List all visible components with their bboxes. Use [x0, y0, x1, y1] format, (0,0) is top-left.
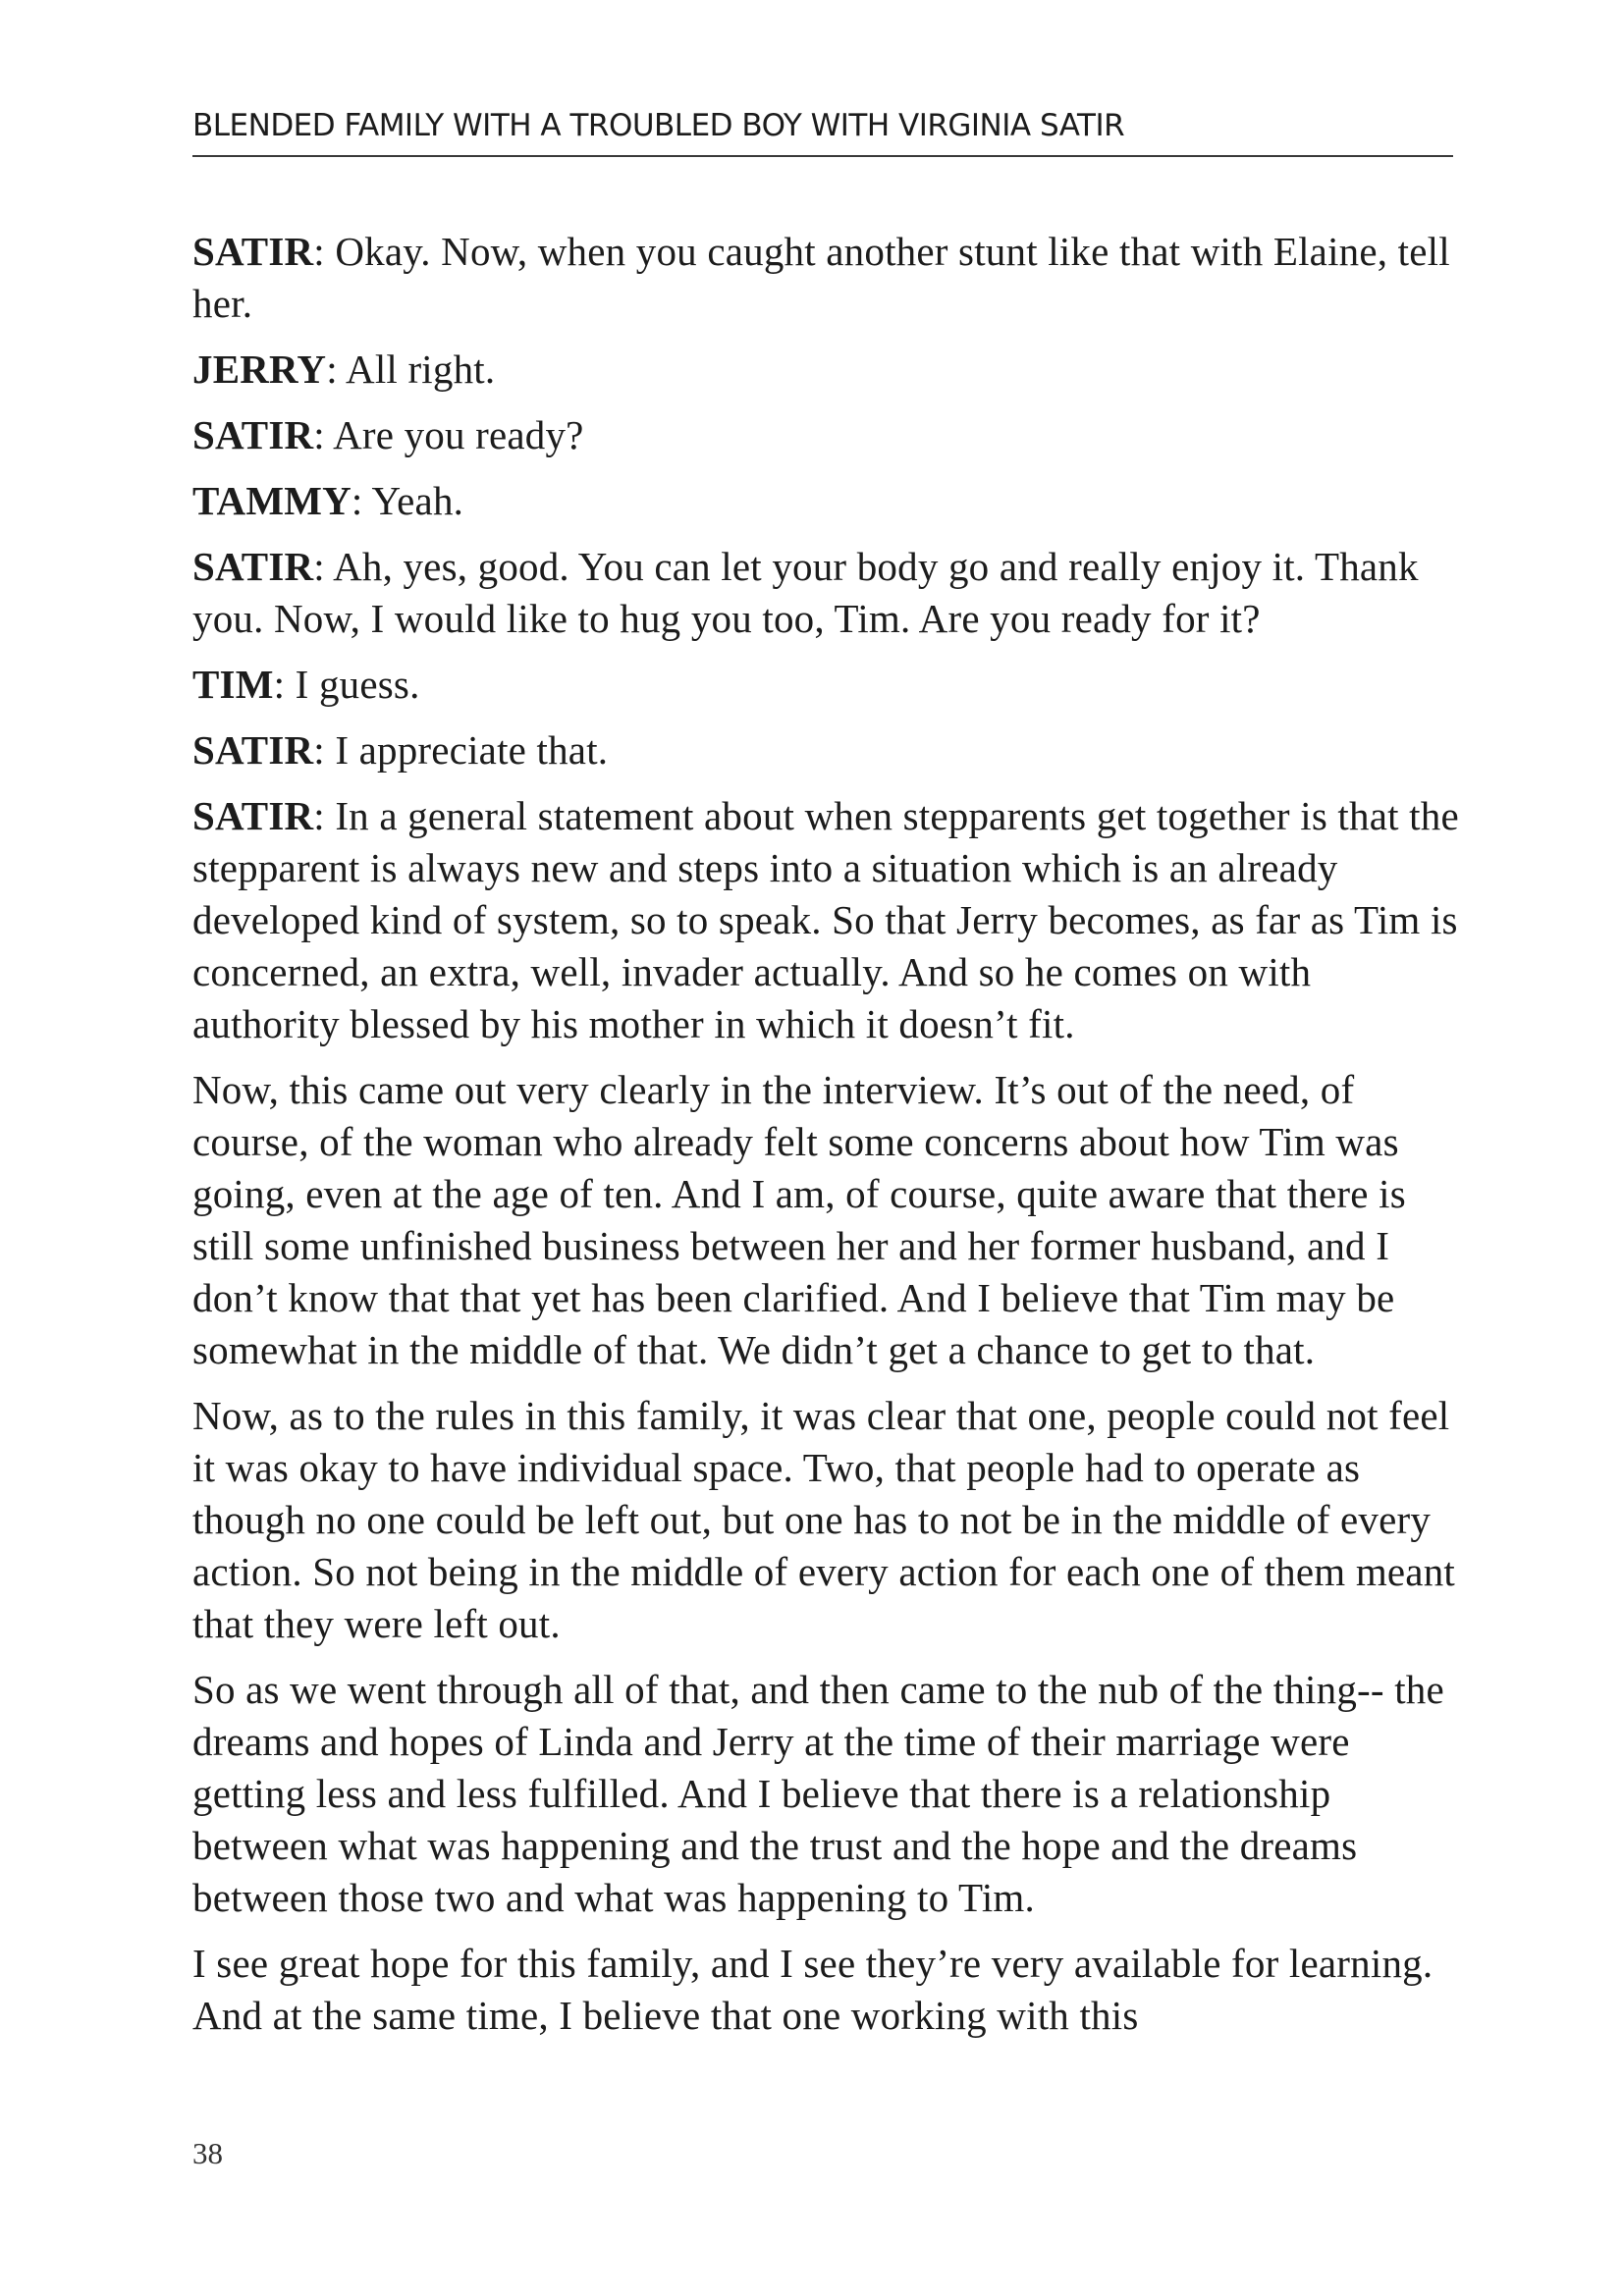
transcript-paragraph — [192, 409, 1459, 461]
speaker-separator: : — [313, 544, 334, 589]
paragraph-text: Ah, yes, good. You can let your body go and really enjoy it. Thank you. Now, I would like to hug you too, Tim. Are you ready for it? — [192, 544, 1419, 641]
commentary-paragraph — [192, 1664, 1459, 1924]
speaker-name: SATIR — [192, 793, 314, 838]
commentary-paragraph — [192, 1390, 1459, 1650]
speaker-separator: : — [273, 662, 296, 707]
transcript-paragraph — [192, 475, 1459, 527]
speaker-separator: : — [351, 478, 372, 523]
transcript-paragraph — [192, 344, 1459, 396]
commentary-paragraph — [192, 1938, 1459, 2042]
speaker-separator: : — [313, 412, 334, 457]
running-header: BLENDED FAMILY WITH A TROUBLED BOY WITH VIRGINIA SATIR — [192, 106, 1453, 157]
speaker-separator: : — [313, 793, 336, 838]
paragraph-text: I appreciate that. — [335, 727, 609, 773]
transcript-paragraph — [192, 790, 1459, 1050]
paragraph-text: I guess. — [295, 662, 420, 707]
speaker-separator: : — [313, 229, 336, 274]
paragraph-text: So as we went through all of that, and then came to the nub of the thing-- the dreams and hopes of Linda and Jerry at the time of their marriage were getting less and less fulfilled. And I believe that there is a relationship between what was happening and the trust and the hope and the dreams between those two and what was happening to Tim. — [192, 1667, 1444, 1920]
transcript-paragraph — [192, 541, 1459, 645]
speaker-name: SATIR — [192, 544, 314, 589]
speaker-name: JERRY — [192, 347, 327, 392]
page-number: 38 — [192, 2136, 223, 2170]
paragraph-text: Okay. Now, when you caught another stunt like that with Elaine, tell her. — [192, 229, 1450, 326]
paragraph-text: I see great hope for this family, and I see they’re very available for learning. And at the same time, I believe that one working with this — [192, 1941, 1434, 2038]
transcript-body — [192, 226, 1459, 2056]
commentary-paragraph — [192, 1064, 1459, 1376]
paragraph-text: Are you ready? — [333, 412, 584, 457]
speaker-name: SATIR — [192, 727, 314, 773]
speaker-separator: : — [313, 727, 336, 773]
speaker-name: TAMMY — [192, 478, 352, 523]
paragraph-text: Now, as to the rules in this family, it was clear that one, people could not feel it was okay to have individual space. Two, that people had to operate as though no one could be left out, but one has to not be in the middle of every action. So not being in the middle of every action for each one of them meant that they were left out. — [192, 1393, 1455, 1646]
speaker-separator: : — [326, 347, 347, 392]
paragraph-text: Now, this came out very clearly in the interview. It’s out of the need, of course, of the woman who already felt some concerns about how Tim was going, even at the age of ten. And I am, of course, quite aware that there is still some unfinished business between her and her former husband, and I don’t know that that yet has been clarified. And I believe that Tim may be somewhat in the middle of that. We didn’t get a chance to get to that. — [192, 1067, 1406, 1372]
paragraph-text: In a general statement about when stepparents get together is that the stepparent is always new and steps into a situation which is an already developed kind of system, so to speak. So that Jerry becomes, as far as Tim is concerned, an extra, well, invader actually. And so he comes on with authority blessed by his mother in which it doesn’t fit. — [192, 793, 1459, 1046]
speaker-name: TIM — [192, 662, 274, 707]
transcript-paragraph — [192, 659, 1459, 711]
paragraph-text: Yeah. — [371, 478, 464, 523]
transcript-paragraph — [192, 724, 1459, 776]
transcript-paragraph — [192, 226, 1459, 330]
speaker-name: SATIR — [192, 412, 314, 457]
speaker-name: SATIR — [192, 229, 314, 274]
paragraph-text: All right. — [346, 347, 496, 392]
